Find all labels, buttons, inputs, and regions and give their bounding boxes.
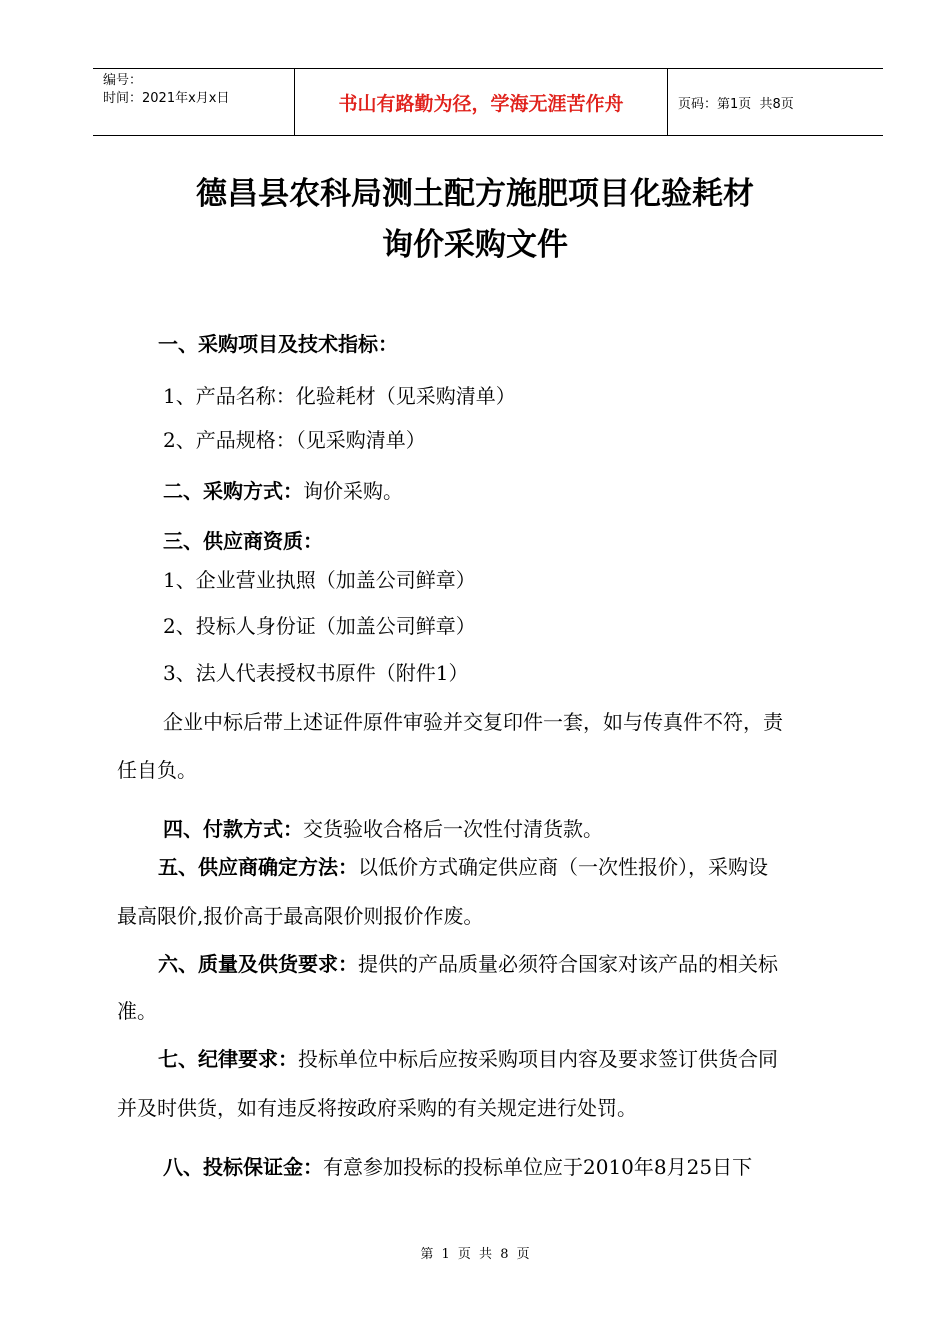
section5-line1 xyxy=(158,853,768,881)
section8-text-line1: 有意参加投标的投标单位应于2010年8月25日下 xyxy=(323,1155,753,1179)
motto-text: 书山有路勤为径，学海无涯苦作舟 xyxy=(338,92,624,115)
page-info-text: 页码：第1页 共8页 xyxy=(678,96,794,112)
section3-item3: 3、法人代表授权书原件（附件1） xyxy=(163,661,469,685)
header-meta-cell xyxy=(93,69,295,135)
section7-heading: 七、纪律要求： xyxy=(158,1047,298,1071)
section2-line xyxy=(163,477,403,505)
time-label: 时间：2021年x月x日 xyxy=(103,91,230,106)
section8-line1 xyxy=(163,1153,752,1181)
section6-line1 xyxy=(158,950,778,978)
section5-heading: 五、供应商确定方法： xyxy=(158,855,358,879)
section2-text: 询价采购。 xyxy=(303,479,403,503)
section2-heading: 二、采购方式： xyxy=(163,479,303,503)
document-title-line2: 询价采购文件 xyxy=(382,227,568,263)
section6-heading: 六、质量及供货要求： xyxy=(158,952,358,976)
section8-heading: 八、投标保证金： xyxy=(163,1155,323,1179)
section3-item1: 1、企业营业执照（加盖公司鲜章） xyxy=(163,568,476,592)
section1-item2: 2、产品规格：（见采购清单） xyxy=(163,428,426,452)
section1-item1: 1、产品名称：化验耗材（见采购清单） xyxy=(163,384,516,408)
section6-text-line1: 提供的产品质量必须符合国家对该产品的相关标 xyxy=(358,952,778,976)
page-footer: 第 1 页 共 8 页 xyxy=(420,1247,530,1262)
section7-text-line2: 并及时供货，如有违反将按政府采购的有关规定进行处罚。 xyxy=(117,1096,637,1120)
page-header xyxy=(93,68,883,136)
header-page-cell xyxy=(668,69,883,135)
serial-number-label: 编号： xyxy=(103,73,143,88)
section6-text-line2: 准。 xyxy=(117,999,157,1023)
section3-heading: 三、供应商资质： xyxy=(163,529,323,553)
section7-line1 xyxy=(158,1045,778,1073)
section5-text-line2: 最高限价,报价高于最高限价则报价作废。 xyxy=(117,904,484,928)
section4-text: 交货验收合格后一次性付清货款。 xyxy=(303,817,603,841)
section3-note-line1: 企业中标后带上述证件原件审验并交复印件一套，如与传真件不符，责 xyxy=(163,710,783,734)
section5-text-line1: 以低价方式确定供应商（一次性报价），采购设 xyxy=(358,855,768,879)
header-motto-cell xyxy=(295,69,668,135)
section4-heading: 四、付款方式： xyxy=(163,817,303,841)
section3-note-line2: 任自负。 xyxy=(117,758,197,782)
document-title-line1: 德昌县农科局测土配方施肥项目化验耗材 xyxy=(196,176,754,212)
section1-heading: 一、采购项目及技术指标： xyxy=(158,332,398,356)
section7-text-line1: 投标单位中标后应按采购项目内容及要求签订供货合同 xyxy=(298,1047,778,1071)
section3-item2: 2、投标人身份证（加盖公司鲜章） xyxy=(163,614,476,638)
section4-line xyxy=(163,815,603,843)
